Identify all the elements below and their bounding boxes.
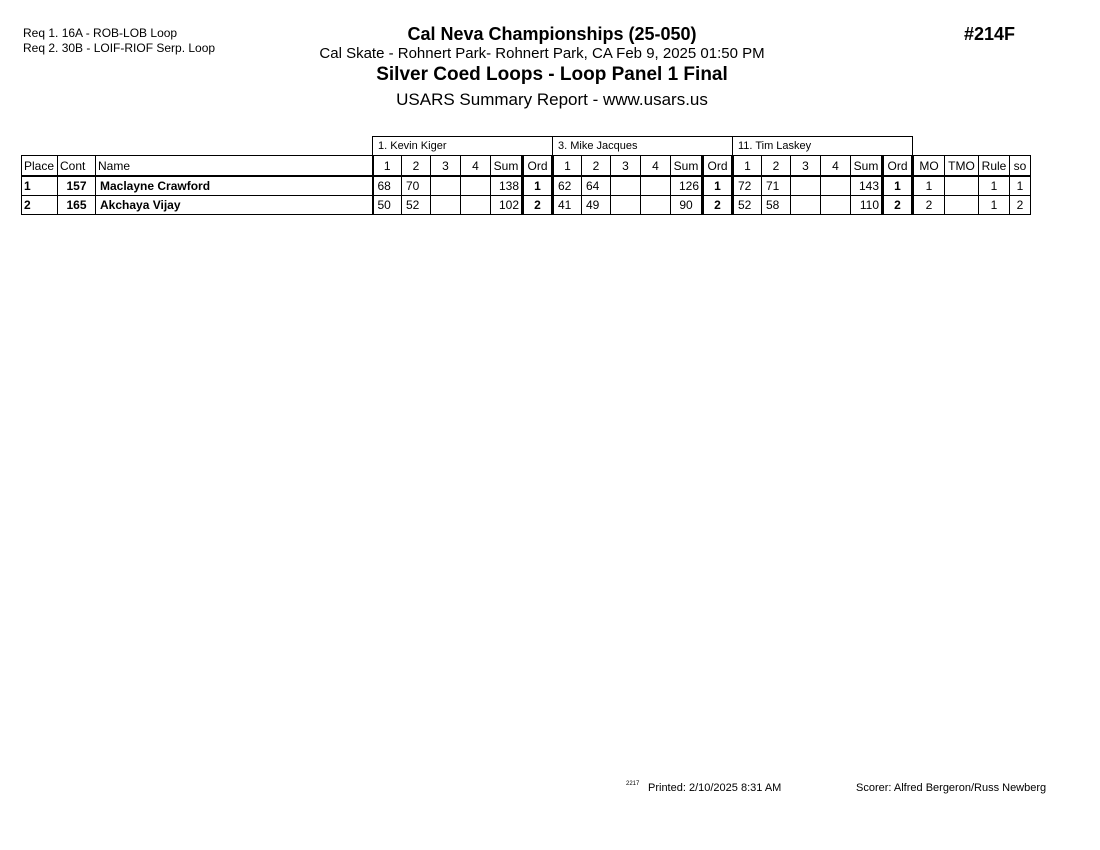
score-cell: 71: [762, 176, 791, 196]
tmo-cell: [945, 196, 979, 215]
judge-col-header: 3: [791, 156, 821, 177]
competition-title: Cal Neva Championships (25-050): [407, 24, 697, 44]
judge-col-header: 4: [821, 156, 851, 177]
score-cell: [821, 196, 851, 215]
place-cell: 2: [22, 196, 58, 215]
judge-col-header: 2: [762, 156, 791, 177]
place-cell: 1: [22, 176, 58, 196]
event-number: #214F: [964, 24, 1016, 44]
cont-header: Cont: [58, 156, 96, 177]
so-header: so: [1010, 156, 1031, 177]
requirement-1: Req 1. 16A - ROB-LOB Loop: [23, 26, 178, 40]
score-cell: [821, 176, 851, 196]
ord-header: Ord: [523, 156, 553, 177]
ord-header: Ord: [703, 156, 733, 177]
score-cell: [461, 176, 491, 196]
column-header-row: [22, 156, 1031, 177]
sum-cell: 143: [851, 176, 883, 196]
requirement-2: Req 2. 30B - LOIF-RIOF Serp. Loop: [23, 41, 216, 55]
mo-cell: 1: [913, 176, 945, 196]
score-cell: [791, 196, 821, 215]
score-cell: 52: [402, 196, 431, 215]
venue-line: Cal Skate - Rohnert Park- Rohnert Park, CA Feb 9, 2025 01:50 PM: [319, 45, 765, 62]
scorer-names: Scorer: Alfred Bergeron/Russ Newberg: [856, 782, 1047, 794]
judge-col-header: 1: [553, 156, 582, 177]
score-cell: 41: [553, 196, 582, 215]
ord-cell: 2: [523, 196, 553, 215]
judge-col-header: 1: [373, 156, 402, 177]
printed-timestamp: Printed: 2/10/2025 8:31 AM: [648, 782, 782, 794]
name-cell: Akchaya Vijay: [96, 196, 373, 215]
cont-cell: 165: [58, 196, 96, 215]
so-cell: 2: [1010, 196, 1031, 215]
rule-cell: 1: [979, 196, 1010, 215]
ord-cell: 1: [523, 176, 553, 196]
ord-cell: 1: [703, 176, 733, 196]
sum-cell: 102: [491, 196, 523, 215]
score-cell: 68: [373, 176, 402, 196]
fine-print: 2217: [626, 781, 640, 787]
score-cell: [791, 176, 821, 196]
score-cell: [461, 196, 491, 215]
ord-cell: 2: [703, 196, 733, 215]
sum-cell: 126: [671, 176, 703, 196]
rule-cell: 1: [979, 176, 1010, 196]
score-cell: [611, 196, 641, 215]
score-cell: [431, 196, 461, 215]
judge-col-header: 3: [431, 156, 461, 177]
judge-header-row: [22, 137, 1031, 156]
judge-2-name: 3. Mike Jacques: [553, 137, 733, 156]
table-row: [22, 196, 1031, 215]
cont-cell: 157: [58, 176, 96, 196]
sum-header: Sum: [491, 156, 523, 177]
judge-col-header: 1: [733, 156, 762, 177]
score-cell: 50: [373, 196, 402, 215]
judge-col-header: 3: [611, 156, 641, 177]
sum-cell: 110: [851, 196, 883, 215]
results-table: [21, 136, 1031, 215]
score-cell: 72: [733, 176, 762, 196]
score-cell: [431, 176, 461, 196]
table-row: [22, 176, 1031, 196]
score-cell: [641, 176, 671, 196]
judge-col-header: 2: [402, 156, 431, 177]
score-cell: 70: [402, 176, 431, 196]
judge-col-header: 4: [461, 156, 491, 177]
score-cell: 52: [733, 196, 762, 215]
score-cell: 58: [762, 196, 791, 215]
tmo-header: TMO: [945, 156, 979, 177]
ord-header: Ord: [883, 156, 913, 177]
judge-col-header: 4: [641, 156, 671, 177]
sum-header: Sum: [671, 156, 703, 177]
ord-cell: 2: [883, 196, 913, 215]
score-cell: [611, 176, 641, 196]
score-cell: 62: [553, 176, 582, 196]
place-header: Place: [22, 156, 58, 177]
ord-cell: 1: [883, 176, 913, 196]
sum-header: Sum: [851, 156, 883, 177]
sum-cell: 138: [491, 176, 523, 196]
judge-1-name: 1. Kevin Kiger: [373, 137, 553, 156]
name-header: Name: [96, 156, 373, 177]
event-title: Silver Coed Loops - Loop Panel 1 Final: [376, 64, 728, 85]
score-cell: 49: [582, 196, 611, 215]
mo-cell: 2: [913, 196, 945, 215]
report-title: USARS Summary Report - www.usars.us: [396, 90, 708, 109]
mo-header: MO: [913, 156, 945, 177]
sum-cell: 90: [671, 196, 703, 215]
judge-3-name: 11. Tim Laskey: [733, 137, 913, 156]
score-cell: [641, 196, 671, 215]
so-cell: 1: [1010, 176, 1031, 196]
tmo-cell: [945, 176, 979, 196]
score-cell: 64: [582, 176, 611, 196]
judge-col-header: 2: [582, 156, 611, 177]
rule-header: Rule: [979, 156, 1010, 177]
name-cell: Maclayne Crawford: [96, 176, 373, 196]
